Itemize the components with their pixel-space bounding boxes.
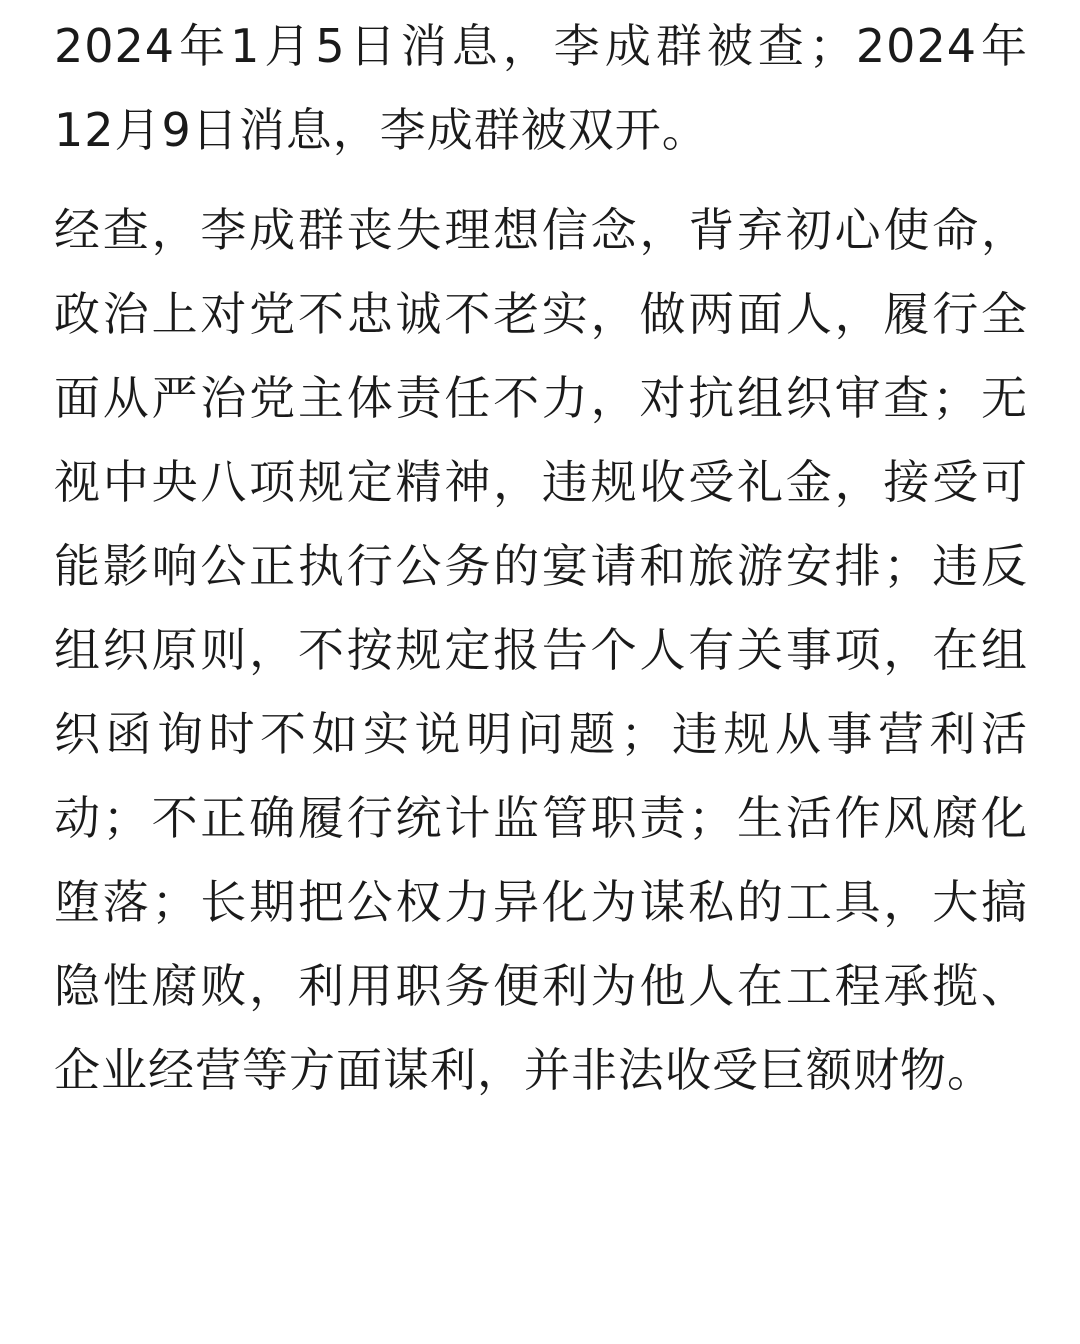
article-paragraph-investigation-findings: 经查，李成群丧失理想信念，背弃初心使命，政治上对党不忠诚不老实，做两面人，履行全面从严治党主体责任不力，对抗组织审查；无视中央八项规定精神，违规收受礼金，接受可能影响公正执行公务的宴请和旅游安排；违反组织原则，不按规定报告个人有关事项，在组织函询时不如实说明问题；违规从事营利活动；不正确履行统计监管职责；生活作风腐化堕落；长期把公权力异化为谋私的工具，大搞隐性腐败，利用职务便利为他人在工程承揽、企业经营等方面谋利，并非法收受巨额财物。 <box>54 203 1028 1097</box>
article-paragraph-news-dates: 2024年1月5日消息，李成群被查；2024年12月9日消息，李成群被双开。 <box>54 19 1028 157</box>
article-body <box>54 4 1028 1112</box>
